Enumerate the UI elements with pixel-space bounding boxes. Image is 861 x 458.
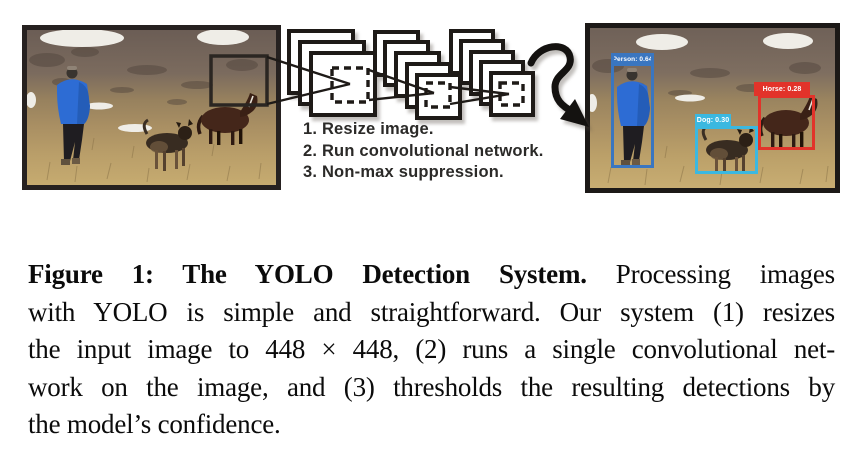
step-item-2: 2. Run convolutional network. bbox=[303, 141, 544, 160]
caption-line-1 bbox=[28, 256, 835, 294]
dashed-window-2 bbox=[426, 83, 450, 107]
step-item-1: 1. Resize image. bbox=[303, 120, 434, 138]
output-photo bbox=[585, 23, 840, 193]
flow-arrow-icon bbox=[531, 47, 589, 127]
caption-line-2: with YOLO is simple and straightforward. Our system (1) resizes bbox=[28, 296, 835, 327]
conv-cluster-3 bbox=[451, 31, 533, 115]
detection-label-dog: Dog: 0.30 bbox=[695, 114, 731, 126]
conv-cluster-2 bbox=[375, 32, 460, 118]
caption-line-3: the input image to 448 × 448, (2) runs a single convolutional net- bbox=[28, 334, 835, 364]
input-photo bbox=[22, 25, 281, 190]
projection-lines bbox=[267, 57, 509, 104]
detection-box-dog bbox=[695, 126, 758, 174]
caption-line-4: work on the image, and (3) thresholds the resulting detections by bbox=[28, 371, 835, 402]
input-photo-scene bbox=[27, 30, 276, 185]
dashed-window-3 bbox=[500, 83, 523, 105]
conv-cluster-1 bbox=[289, 31, 375, 115]
steps-list bbox=[303, 119, 543, 184]
detection-label-person: Person: 0.64 bbox=[611, 53, 654, 66]
step-item-3: 3. Non-max suppression. bbox=[303, 163, 504, 181]
detection-label-horse: Horse: 0.28 bbox=[754, 82, 810, 96]
caption-line-1-text: Processing images bbox=[615, 259, 835, 289]
figure-caption bbox=[28, 256, 835, 444]
detection-box-horse bbox=[758, 95, 815, 150]
caption-line-5: the model’s confidence. bbox=[28, 409, 281, 439]
caption-figure-label: Figure 1: The YOLO Detection System. bbox=[28, 259, 587, 289]
detection-box-person bbox=[611, 53, 654, 168]
dashed-window-1 bbox=[332, 68, 368, 102]
